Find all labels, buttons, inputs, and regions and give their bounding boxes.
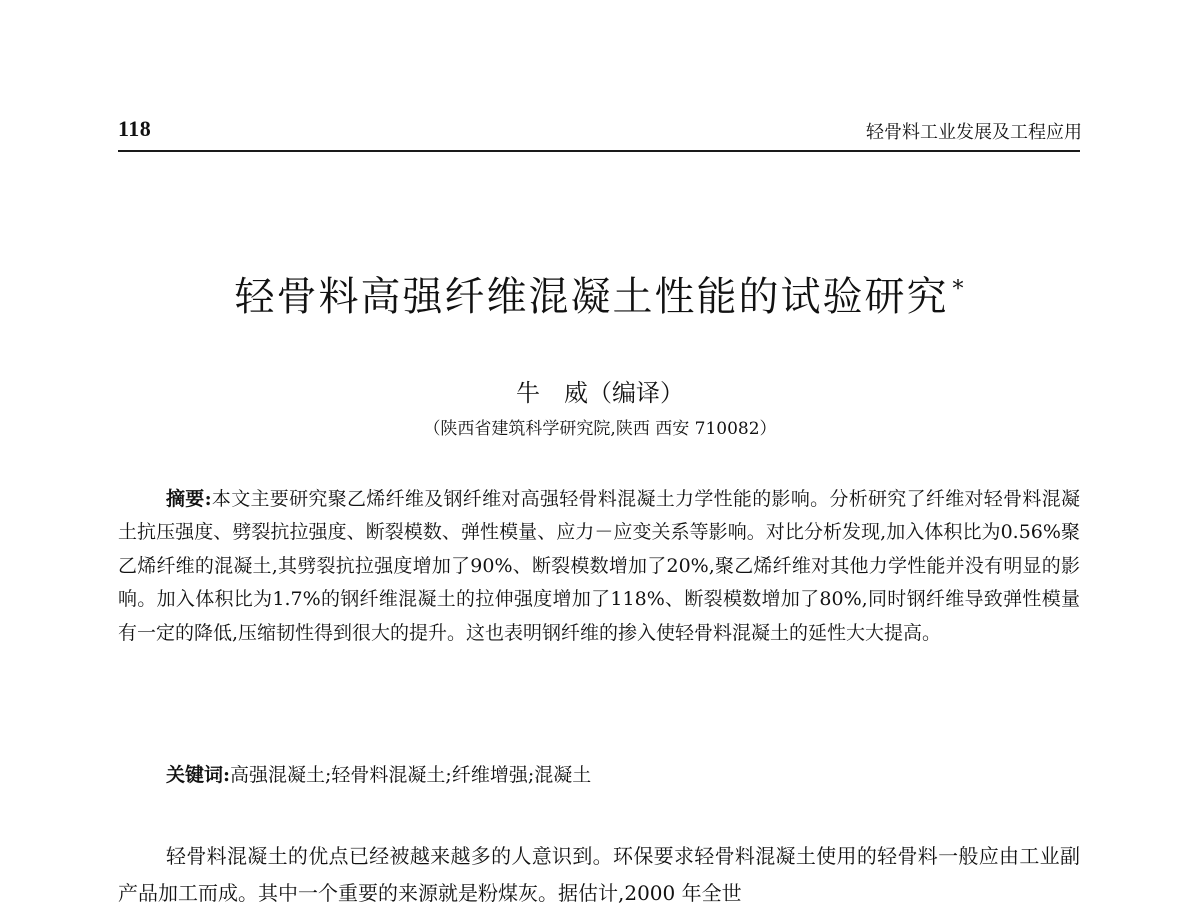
author: 牛 威（编译） [516,379,684,407]
abstract-text: 本文主要研究聚乙烯纤维及钢纤维对高强轻骨料混凝土力学性能的影响。分析研究了纤维对轻骨料混凝土抗压强度、劈裂抗拉强度、断裂模数、弹性模量、应力－应变关系等影响。对比分析发现,加入体积比为0.56%聚乙烯纤维的混凝土,其劈裂抗拉强度增加了90%、断裂模数增加了20%,聚乙烯纤维对其他力学性能并没有明显的影响。加入体积比为1.7%的钢纤维混凝土的拉伸强度增加了118%、断裂模数增加了80%,同时钢纤维导致弹性模量有一定的降低,压缩韧性得到很大的提升。这也表明钢纤维的掺入使轻骨料混凝土的延性大大提高。 [118,488,1080,644]
header-rule [118,150,1080,152]
running-header: 轻骨料工业发展及工程应用 [866,122,1082,143]
page-number: 118 [118,116,152,141]
body-paragraph: 轻骨料混凝土的优点已经被越来越多的人意识到。环保要求轻骨料混凝土使用的轻骨料一般应由工业副产品加工而成。其中一个重要的来源就是粉煤灰。据估计,2000 年全世 [118,844,1080,905]
keywords [166,760,1080,790]
abstract-label: 摘要: [166,488,212,510]
keywords-label: 关键词: [166,764,231,786]
paper-title-text: 轻骨料高强纤维混凝土性能的试验研究 [234,274,949,320]
affiliation: （陕西省建筑科学研究院,陕西 西安 710082） [423,419,777,439]
paper-title [0,265,1200,322]
title-footnote-mark: * [952,276,966,302]
keywords-text: 高强混凝土;轻骨料混凝土;纤维增强;混凝土 [230,764,592,786]
abstract [118,483,1080,650]
